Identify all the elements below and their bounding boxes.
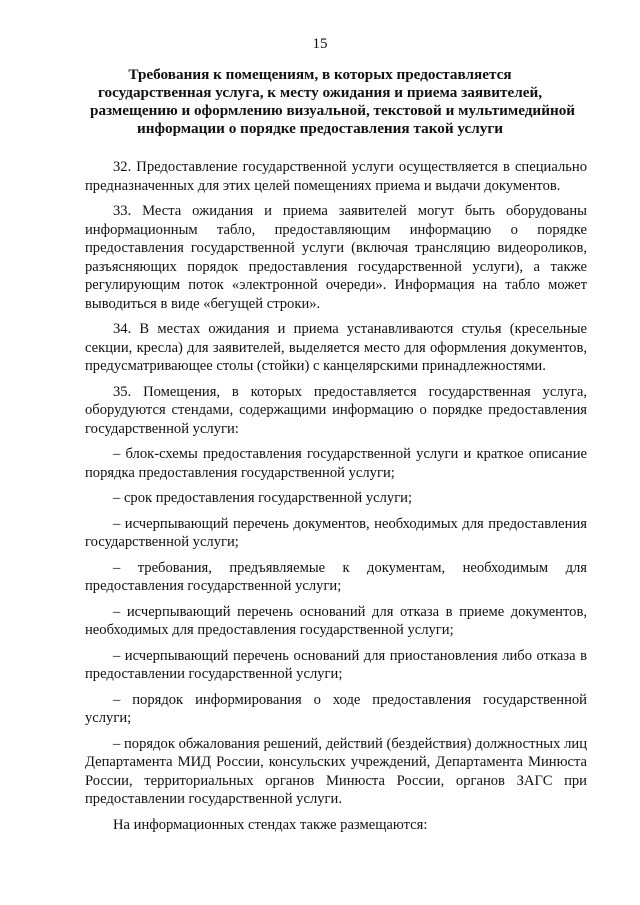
heading-line: государственная услуга, к месту ожидания и приема заявителей,: [97, 84, 543, 101]
page-number: 15: [312, 36, 328, 52]
heading-line: информации о порядке предоставления такой услуги: [136, 120, 504, 137]
paragraph-32: 32. Предоставление государственной услуги осуществляется в специально предназначенных для этих целей помещениях приема и выдачи документов.: [85, 159, 587, 194]
paragraph-33: 33. Места ожидания и приема заявителей могут быть оборудованы информационным табло, предоставляющим информацию о порядке предоставления государственной услуги (включая трансляцию видеороликов, разъясняющих порядок предоставления государственной услуги), а также регулирующим поток «электронной очереди». Информация на табло может выводиться в виде «бегущей строки».: [85, 203, 587, 312]
paragraph-35: 35. Помещения, в которых предоставляется государственная услуга, оборудуются стендами, содержащими информацию о порядке предоставления государственной услуги:: [85, 383, 587, 437]
document-body: [85, 158, 587, 841]
list-item: – исчерпывающий перечень оснований для отказа в приеме документов, необходимых для предоставления государственной услуги;: [85, 603, 587, 638]
section-heading: [90, 66, 576, 138]
list-item: – исчерпывающий перечень оснований для приостановления либо отказа в предоставлении государственной услуги;: [85, 647, 587, 682]
list-item: – блок-схемы предоставления государственной услуги и краткое описание порядка предоставления государственной услуги;: [85, 446, 587, 481]
list-item: – исчерпывающий перечень документов, необходимых для предоставления государственной услуги;: [85, 515, 587, 550]
closing-paragraph: На информационных стендах также размещаются:: [113, 816, 428, 833]
paragraph-34: 34. В местах ожидания и приема устанавливаются стулья (кресельные секции, кресла) для заявителей, выделяется место для оформления документов, предусматривающее столы (стойки) с канцелярскими принадлежностями.: [85, 321, 587, 374]
list-item: – порядок обжалования решений, действий (бездействия) должностных лиц Департамента МИД России, консульских учреждений, Департамента Минюста России, территориальных органов Минюста России, органов ЗАГС при предоставлении государственной услуги.: [85, 735, 587, 807]
list-item: – порядок информирования о ходе предоставления государственной услуги;: [85, 691, 587, 726]
list-item: – срок предоставления государственной услуги;: [113, 490, 413, 506]
heading-line: Требования к помещениям, в которых предоставляется: [128, 66, 512, 83]
list-item: – требования, предъявляемые к документам, необходимым для предоставления государственной услуги;: [85, 559, 587, 594]
heading-line: размещению и оформлению визуальной, текстовой и мультимедийной: [90, 102, 576, 119]
